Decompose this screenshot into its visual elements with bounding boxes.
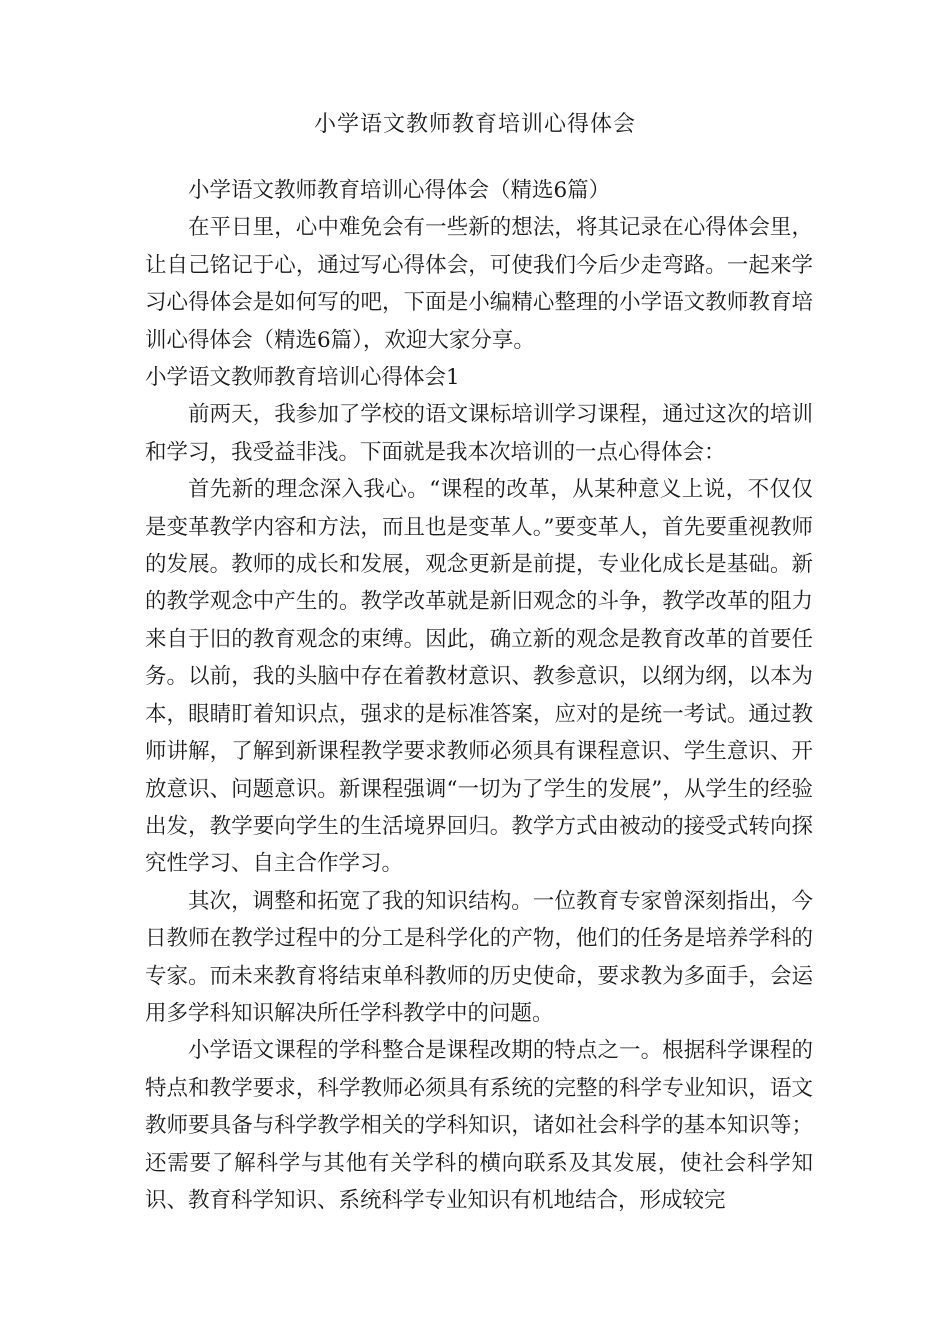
document-title: 小学语文教师教育培训心得体会	[313, 112, 636, 137]
paragraph: 前两天，我参加了学校的语文课标培训学习课程，通过这次的培训和学习，我受益非浅。下面就是我本次培训的一点心得体会：	[145, 402, 813, 465]
paragraph: 首先新的理念深入我心。“课程的改革，从某种意义上说，不仅仅是变革教学内容和方法，而且也是变革人。”要变革人，首先要重视教师的发展。教师的成长和发展，观念更新是前提，专业化成长是基础。新的教学观念中产生的。教学改革就是新旧观念的斗争，教学改革的阻力来自于旧的教育观念的束缚。因此，确立新的观念是教育改革的首要任务。以前，我的头脑中存在着教材意识、教参意识，以纲为纲，以本为本，眼睛盯着知识点，强求的是标准答案，应对的是统一考试。通过教师讲解，了解到新课程教学要求教师必须具有课程意识、学生意识、开放意识、问题意识。新课程强调“一切为了学生的发展”，从学生的经验出发，教学要向学生的生活境界回归。教学方式由被动的接受式转向探究性学习、自主合作学习。	[145, 477, 813, 877]
document-body	[145, 172, 813, 1219]
paragraph: 小学语文课程的学科整合是课程改期的特点之一。根据科学课程的特点和教学要求，科学教师必须具有系统的完整的科学专业知识，语文教师要具备与科学教学相关的学科知识，诸如社会科学的基本知识等；还需要了解科学与其他有关学科的横向联系及其发展，使社会科学知识、教育科学知识、系统科学专业知识有机地结合，形成较完	[145, 1038, 813, 1213]
paragraph-intro: 在平日里，心中难免会有一些新的想法，将其记录在心得体会里，让自己铭记于心，通过写心得体会，可使我们今后少走弯路。一起来学习心得体会是如何写的吧，下面是小编精心整理的小学语文教师教育培训心得体会（精选6篇），欢迎大家分享。	[145, 215, 813, 353]
paragraph: 其次，调整和拓宽了我的知识结构。一位教育专家曾深刻指出，今日教师在教学过程中的分工是科学化的产物，他们的任务是培养学科的专家。而未来教育将结束单科教师的历史使命，要求教为多面手，会运用多学科知识解决所任学科教学中的问题。	[145, 888, 813, 1026]
paragraph-subtitle: 小学语文教师教育培训心得体会（精选6篇）	[188, 178, 611, 203]
section-heading-1: 小学语文教师教育培训心得体会1	[145, 365, 460, 391]
